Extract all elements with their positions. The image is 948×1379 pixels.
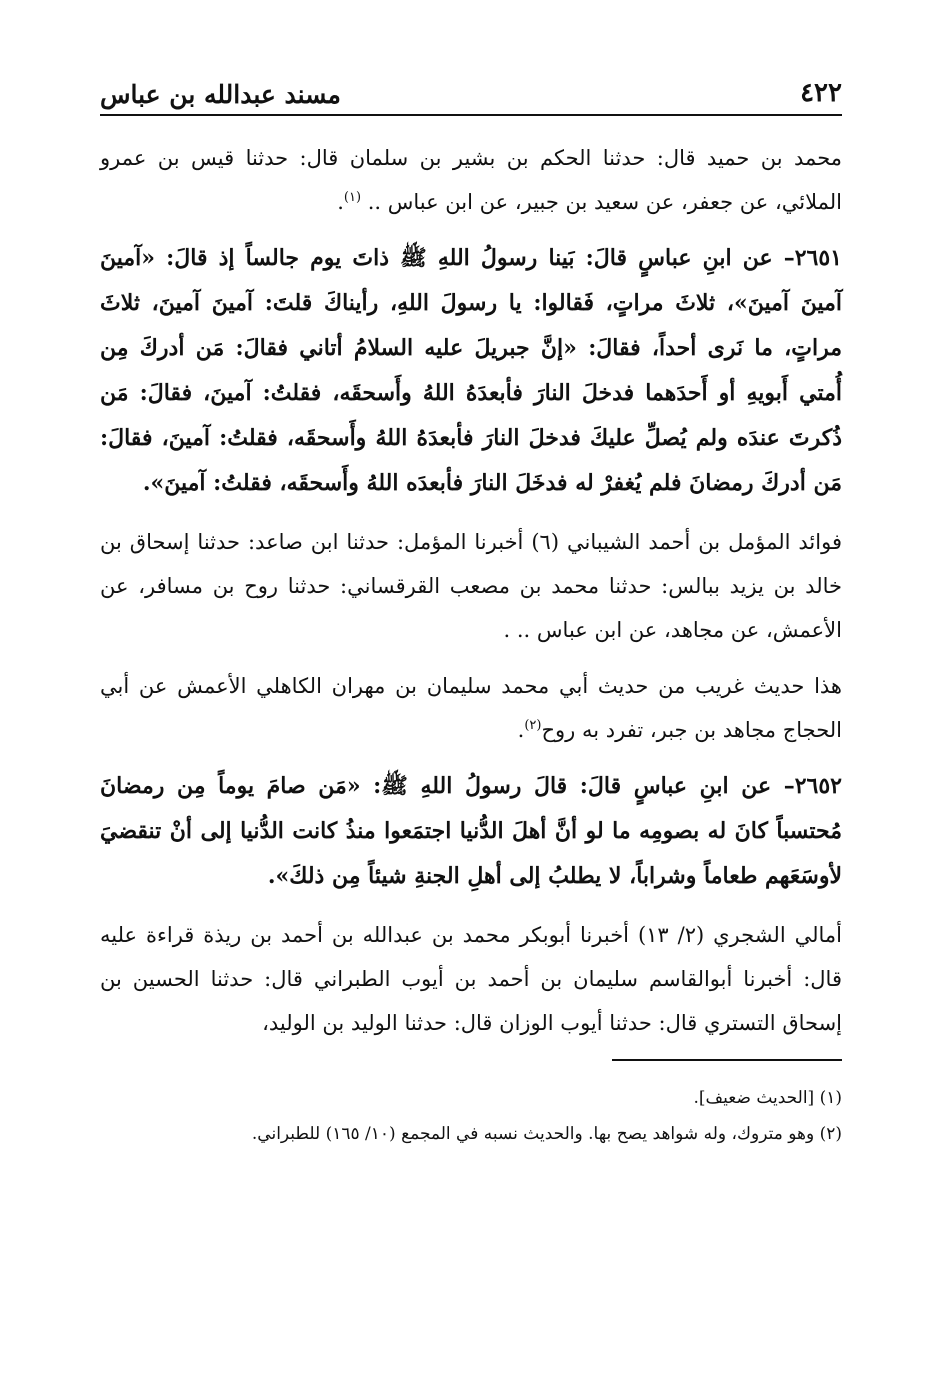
running-title: مسند عبدالله بن عباس xyxy=(100,80,341,109)
isnad-paragraph-1 xyxy=(100,136,842,224)
footnote-2: (٢) وهو متروك، وله شواهد يصح بها. والحديث نسبه في المجمع (١٠/ ١٦٥) للطبراني. xyxy=(251,1124,842,1144)
isnad-text-1: محمد بن حميد قال: حدثنا الحكم بن بشير بن سلمان قال: حدثنا قيس بن عمرو الملائي، عن جعفر، عن سعيد بن جبير، عن ابن عباس .. xyxy=(100,146,842,214)
footnote-divider xyxy=(612,1059,842,1061)
running-head xyxy=(100,70,842,116)
footnote-1: (١) [الحديث ضعيف]. xyxy=(693,1088,842,1108)
footnotes xyxy=(100,1081,842,1151)
body-text xyxy=(100,136,842,1045)
isnad-end-1: . xyxy=(337,190,344,214)
comment-text-3: هذا حديث غريب من حديث أبي محمد سليمان بن مهران الكاهلي الأعمش عن أبي الحجاج مجاهد بن جبر، تفرد به روح xyxy=(100,674,842,742)
source-paragraph-4: أمالي الشجري (٢/ ١٣) أخبرنا أبوبكر محمد بن عبدالله بن أحمد بن ريذة قراءة عليه قال: أخبرنا أبوالقاسم سليمان بن أحمد بن أيوب الطبراني قال: حدثنا الحسين بن إسحاق التستري قال: حدثنا أيوب الوزان قال: حدثنا الوليد بن الوليد، xyxy=(100,923,842,1035)
page-number: ٤٢٢ xyxy=(800,78,842,108)
footnote-ref-1: (١) xyxy=(343,190,362,205)
hadith-2652: ٢٦٥٢– عن ابنِ عباسٍ قالَ: قالَ رسولُ اللهِ ﷺ: «مَن صامَ يوماً مِن رمضانَ مُحتسباً كانَ له بصومِه ما لو أنَّ أهلَ الدُّنيا اجتمَعوا منذُ كانت الدُّنيا إلى أنْ تنقضيَ لأوسَعَهم طعاماً وشراباً، لا يطلبُ إلى أهلِ الجنةِ شيئاً مِن ذلكَ». xyxy=(100,773,842,889)
source-paragraph-2: فوائد المؤمل بن أحمد الشيباني (٦) أخبرنا المؤمل: حدثنا ابن صاعد: حدثنا إسحاق بن خالد بن يزيد ببالس: حدثنا محمد بن مصعب القرقساني: حدثنا روح بن مسافر، عن الأعمش، عن مجاهد، عن ابن عباس .. . xyxy=(100,530,843,642)
comment-end-3: . xyxy=(517,718,525,742)
hadith-2651: ٢٦٥١– عن ابنِ عباسٍ قالَ: بَينا رسولُ اللهِ ﷺ ذاتَ يوم جالساً إذ قالَ: «آمينَ آمينَ آمينَ»، ثلاثَ مراتٍ، فَقالوا: يا رسولَ اللهِ، رأيناكَ قلتَ: آمينَ آمينَ، ثلاثَ مراتٍ، ما نَرى أحداً، فقالَ: «إنَّ جبريلَ عليه السلامُ أتاني فقالَ: مَن أدركَ مِن أُمتي أَبويهِ أو أَحدَهما فدخلَ النارَ فأبعدَهُ اللهُ وأَسحقَه، فقلتُ: آمينَ، فقالَ: مَن ذُكرتَ عندَه ولم يُصلِّ عليكَ فدخلَ النارَ فأبعدَهُ اللهُ وأَسحقَه، فقلتُ: آمينَ، فقالَ: مَن أدركَ رمضانَ فلم يُغفرْ له فدخَلَ النارَ فأبعدَه اللهُ وأَسحقَه، فقلتُ: آمينَ». xyxy=(100,245,842,496)
footnote-ref-2: (٢) xyxy=(524,718,542,733)
comment-paragraph-3 xyxy=(100,664,842,752)
book-page xyxy=(100,70,842,1370)
